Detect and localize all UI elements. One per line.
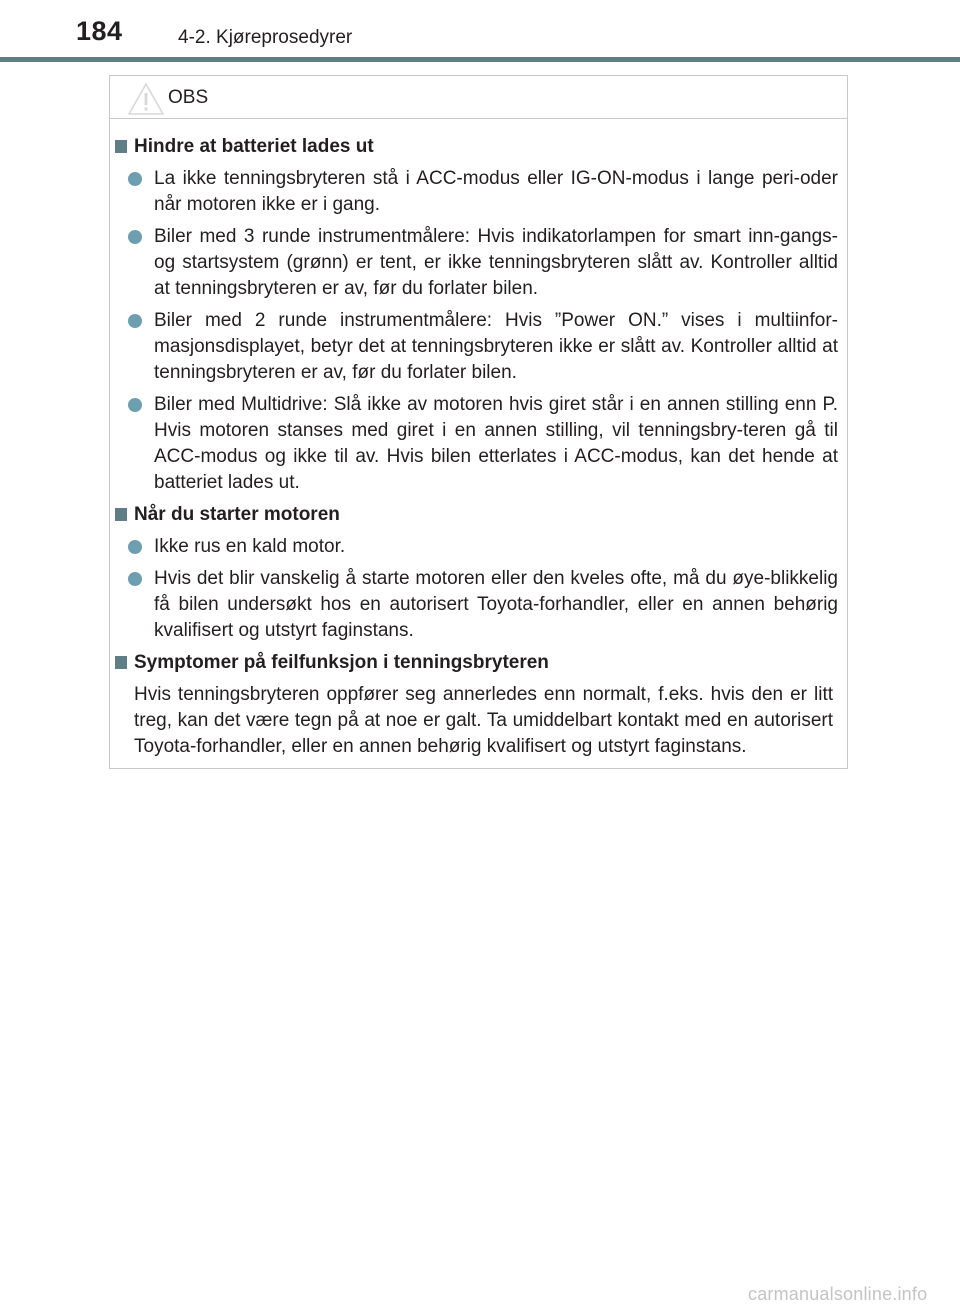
square-bullet-icon <box>115 140 127 153</box>
list-item <box>154 308 838 386</box>
list-item <box>154 224 838 302</box>
header-divider <box>0 57 960 62</box>
list-item-text: La ikke tenningsbryteren stå i ACC-modus eller IG-ON-modus i lange peri-oder når motoren ikke er i gang. <box>154 168 838 215</box>
notice-header <box>110 76 847 119</box>
round-bullet-icon <box>128 540 142 554</box>
list-item-text: Biler med Multidrive: Slå ikke av motoren hvis giret står i en annen stilling enn P. Hvis motoren stanses med giret i en annen stilling, vil tenningsbry-teren gå til ACC-modus og ikke til av. Hvis bilen etterlates i ACC-modus, kan det hende at batteriet lades ut. <box>154 394 838 493</box>
round-bullet-icon <box>128 172 142 186</box>
section-title: 4-2. Kjøreprosedyrer <box>178 27 353 48</box>
warning-triangle-icon <box>127 82 165 116</box>
list-item-text: Biler med 3 runde instrumentmålere: Hvis indikatorlampen for smart inn-gangs- og startsystem (grønn) er tent, er ikke tenningsbryteren slått av. Kontroller alltid at tenningsbryteren er av, før du forlater bilen. <box>154 226 838 299</box>
round-bullet-icon <box>128 572 142 586</box>
list-item <box>154 534 838 560</box>
group-heading-malfunction <box>110 650 847 676</box>
round-bullet-icon <box>128 314 142 328</box>
list-item <box>154 392 838 496</box>
notice-content <box>110 134 847 760</box>
list-item-text: Biler med 2 runde instrumentmålere: Hvis ”Power ON.” vises i multiinfor-masjonsdisplayet, betyr det at tenningsbryteren ikke er slått av. Kontroller alltid at tenningsbryteren er av, før du forlater bilen. <box>154 310 838 383</box>
round-bullet-icon <box>128 230 142 244</box>
square-bullet-icon <box>115 508 127 521</box>
caution-notice-box <box>109 75 848 769</box>
square-bullet-icon <box>115 656 127 669</box>
group-heading-text: Når du starter motoren <box>134 504 340 525</box>
group-heading-starting <box>110 502 847 528</box>
page-number: 184 <box>76 16 123 46</box>
list-item-text: Hvis det blir vanskelig å starte motoren eller den kveles ofte, må du øye-blikkelig få bilen undersøkt hos en autorisert Toyota-forhandler, eller en annen behørig kvalifisert og utstyrt faginstans. <box>154 568 838 641</box>
group-heading-text: Symptomer på feilfunksjon i tenningsbryteren <box>134 652 549 673</box>
notice-label: OBS <box>168 87 209 108</box>
watermark: carmanualsonline.info <box>748 1284 928 1304</box>
round-bullet-icon <box>128 398 142 412</box>
page-header <box>0 0 960 62</box>
malfunction-paragraph: Hvis tenningsbryteren oppfører seg annerledes enn normalt, f.eks. hvis den er litt treg, kan det være tegn på at noe er galt. Ta umiddelbart kontakt med en autorisert Toyota-forhandler, eller en annen behørig kvalifisert og utstyrt faginstans. <box>134 684 833 757</box>
group-heading-battery <box>110 134 847 160</box>
list-item <box>154 166 838 218</box>
list-item-text: Ikke rus en kald motor. <box>154 536 346 557</box>
group-heading-text: Hindre at batteriet lades ut <box>134 136 374 157</box>
list-item <box>154 566 838 644</box>
